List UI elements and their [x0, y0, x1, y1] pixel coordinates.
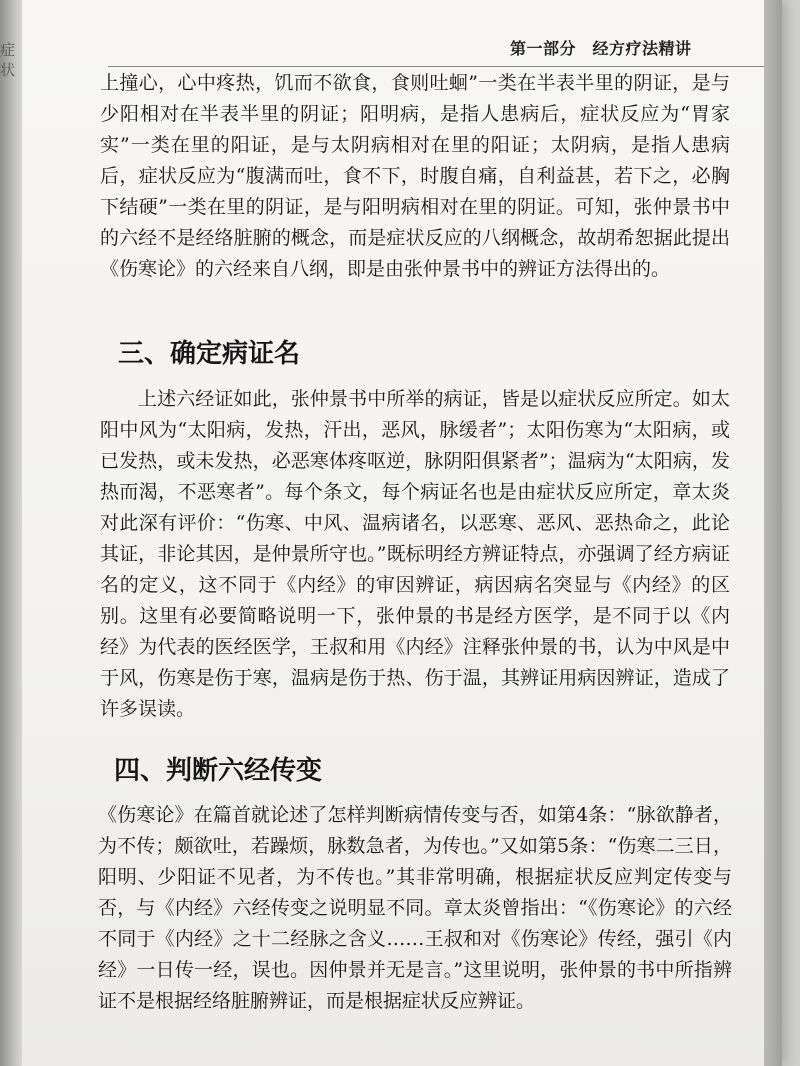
section-heading-4: 四、判断六经传变: [114, 756, 323, 786]
paragraph-section-3: 上述六经证如此，张仲景书中所举的病证，皆是以症状反应所定。如太阳中风为“太阳病，发热，汗出，恶风，脉缓者”；太阳伤寒为“太阳病，或已发热，或未发热，必恶寒体疼呕逆，脉阴阳俱紧者”；温病为“太阳病，发热而渴，不恶寒者”。每个条文，每个病证名也是由症状反应所定，章太炎对此深有评价：“伤寒、中风、温病诸名，以恶寒、恶风、恶热命之，此论其证，非论其因，是仲景所守也。”既标明经方辨证特点，亦强调了经方病证名的定义，这不同于《内经》的审因辨证，病因病名突显与《内经》的区别。这里有必要简略说明一下，张仲景的书是经方医学，是不同于以《内经》为代表的医经医学，王叔和用《内经》注释张仲景的书，认为中风是中于风，伤寒是伤于寒，温病是伤于热、伤于温，其辨证用病因辨证，造成了许多误读。: [100, 388, 730, 720]
book-spine: [0, 0, 22, 1066]
running-header: 第一部分 经方疗法精讲: [510, 39, 692, 58]
header-rule: [108, 66, 782, 67]
spine-glyphs: 症 状: [0, 41, 16, 79]
book-page: [22, 0, 782, 1066]
page-edge: [764, 0, 782, 1066]
section-heading-3: 三、确定病证名: [118, 339, 301, 369]
paragraph-continued: 上撞心，心中疼热，饥而不欲食，食则吐蛔”一类在半表半里的阴证，是与少阳相对在半表半里的阴证；阳明病，是指人患病后，症状反应为“胃家实”一类在里的阳证，是与太阴病相对在里的阳证；太阴病，是指人患病后，症状反应为“腹满而吐，食不下，时腹自痛，自利益甚，若下之，必胸下结硬”一类在里的阴证，是与阳明病相对在里的阴证。可知，张仲景书中的六经不是经络脏腑的概念，而是症状反应的八纲概念，故胡希恕据此提出《伤寒论》的六经来自八纲，即是由张仲景书中的辨证方法得出的。: [100, 72, 730, 280]
paragraph-section-4: 《伤寒论》在篇首就论述了怎样判断病情传变与否，如第4条：“脉欲静者，为不传；颇欲吐，若躁烦，脉数急者，为传也。”又如第5条：“伤寒二三日，阳明、少阳证不见者，为不传也。”其非常明确，根据症状反应判定传变与否，与《内经》六经传变之说明显不同。章太炎曾指出：“《伤寒论》的六经不同于《内经》之十二经脉之含义……王叔和对《伤寒论》传经，强引《内经》一日传一经，误也。因仲景并无是言。”这里说明，张仲景的书中所指辨证不是根据经络脏腑辨证，而是根据症状反应辨证。: [98, 804, 732, 1012]
